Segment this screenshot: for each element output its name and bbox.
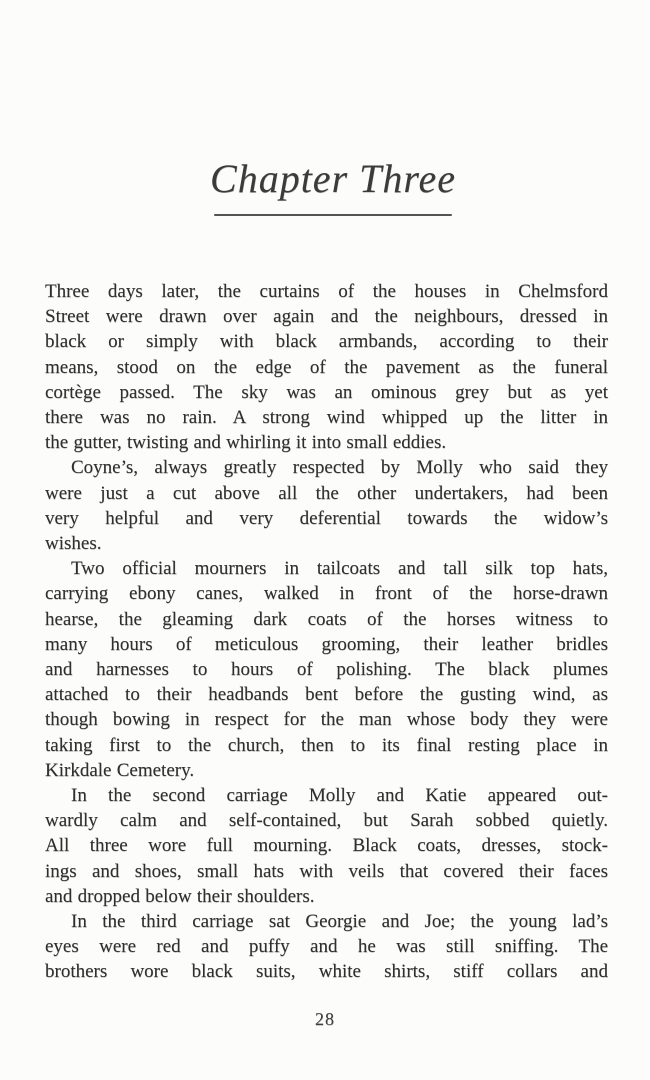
text-line: black or simply with black armbands, according to their bbox=[45, 331, 608, 353]
heading-underline bbox=[214, 214, 452, 216]
text-line: the gutter, twisting and whirling it into small eddies. bbox=[45, 432, 447, 454]
text-line: means, stood on the edge of the pavement as the funeral bbox=[45, 356, 608, 378]
text-line: Two official mourners in tailcoats and tall silk top hats, bbox=[71, 558, 608, 580]
text-line: wishes. bbox=[45, 533, 102, 555]
text-line: there was no rain. A strong wind whipped up the litter in bbox=[45, 407, 608, 429]
text-line: Three days later, the curtains of the houses in Chelmsford bbox=[45, 281, 608, 302]
text-line: Coyne’s, always greatly respected by Molly who said they bbox=[71, 457, 608, 479]
page-footer bbox=[0, 1009, 650, 1030]
text-line: and dropped below their shoulders. bbox=[45, 885, 315, 907]
text-line: eyes were red and puffy and he was still sniffing. The bbox=[45, 936, 608, 958]
text-line: taking first to the church, then to its final resting place in bbox=[45, 734, 608, 756]
text-line: In the second carriage Molly and Katie appeared out- bbox=[71, 785, 608, 807]
text-line: carrying ebony canes, walked in front of the horse-drawn bbox=[45, 583, 608, 605]
text-line: ings and shoes, small hats with veils that covered their faces bbox=[45, 860, 608, 882]
text-line: All three wore full mourning. Black coats, dresses, stock- bbox=[45, 835, 608, 857]
text-line: Kirkdale Cemetery. bbox=[45, 759, 195, 781]
text-line: hearse, the gleaming dark coats of the horses witness to bbox=[45, 608, 608, 630]
text-line: and harnesses to hours of polishing. The black plumes bbox=[45, 659, 608, 681]
text-line: brothers wore black suits, white shirts, stiff collars and bbox=[45, 961, 608, 983]
body-text bbox=[45, 279, 608, 985]
text-line: Street were drawn over again and the neighbours, dressed in bbox=[45, 306, 608, 328]
text-line: were just a cut above all the other undertakers, had been bbox=[45, 482, 608, 504]
text-line: though bowing in respect for the man whose body they were bbox=[45, 709, 608, 731]
text-line: wardly calm and self-contained, but Sarah sobbed quietly. bbox=[45, 810, 608, 832]
text-line: very helpful and very deferential towards the widow’s bbox=[45, 507, 608, 529]
text-line: cortège passed. The sky was an ominous grey but as yet bbox=[45, 381, 608, 403]
text-line: attached to their headbands bent before the gusting wind, as bbox=[45, 684, 608, 706]
text-line: In the third carriage sat Georgie and Joe; the young lad’s bbox=[71, 911, 608, 933]
text-line: many hours of meticulous grooming, their leather bridles bbox=[45, 633, 608, 655]
page-number: 28 bbox=[315, 1008, 335, 1029]
chapter-heading: Chapter Three bbox=[210, 156, 456, 201]
